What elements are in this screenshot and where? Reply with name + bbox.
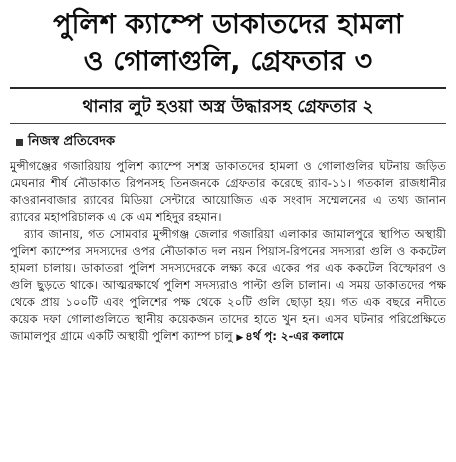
byline-text: নিজস্ব প্রতিবেদক [28,133,116,149]
body-paragraph-2-text: র‍্যাব জানায়, গত সোমবার মুন্সীগঞ্জ জেলার গজারিয়া এলাকার জামালপুরে স্থাপিত অস্থায়ী পুলিশ ক্যাম্পের সদস্যদের ওপর নৌডাকাত দল নয়ন পিয়াস-রিপনের সদস্যরা গুলি ও ককটেল হামলা চালায়। ডাকাতরা পুলিশ সদস্যদেরকে লক্ষ্য করে একের পর এক ককটেল বিস্ফোরণ ও গুলি ছুড়তে থাকে। আত্মরক্ষার্থে পুলিশ সদস্যরাও পাল্টা গুলি চালান। এ সময় ডাকাতদের পক্ষ থেকে প্রায় ১০০টি এবং পুলিশের পক্ষ থেকে ২০টি গুলি ছোড়া হয়। গত এক বছরে নদীতে কয়েক দফা গোলাগুলিতে স্থানীয় কয়েকজন তাদের হাতে খুন হন। এসব ঘটনার পরিপ্রেক্ষিতে জামালপুর গ্রামে একটি অস্থায়ী পুলিশ ক্যাম্প চালু [10,227,446,343]
headline-divider [10,87,446,89]
triangle-right-icon: ▶ [236,333,244,343]
headline-line-1: পুলিশ ক্যাম্পে ডাকাতদের হামলা [53,9,403,40]
article-body [10,158,446,347]
subheadline-divider [10,123,446,124]
article-subheadline: থানার লুট হওয়া অস্ত্র উদ্ধারসহ গ্রেফতার ২ [82,97,374,117]
continuation-text: ৪র্থ পৃ: ২-এর কলামে [245,329,344,343]
continuation-note [236,329,343,343]
headline-line-2: ও গোলাগুলি, গ্রেফতার ৩ [83,46,373,77]
byline-square-icon [16,139,23,146]
body-paragraph-1: মুন্সীগঞ্জের গজারিয়ায় পুলিশ ক্যাম্পে সশস্ত্র ডাকাতদের হামলা ও গোলাগুলির ঘটনায় জড়িত মেঘনার শীর্ষ নৌডাকাত রিপনসহ তিনজনকে গ্রেফতার করেছে র‍্যাব-১১। গতকাল রাজধানীর কাওরানবাজার র‍্যাবের মিডিয়া সেন্টারে আয়োজিত এক সংবাদ সম্মেলনের এ তথ্য জানান র‍্যাবের মহাপরিচালক এ কে এম শহিদুর রহমান। [10,159,446,224]
article-headline [10,6,446,80]
body-paragraph-2 [10,226,446,347]
byline [16,134,446,150]
